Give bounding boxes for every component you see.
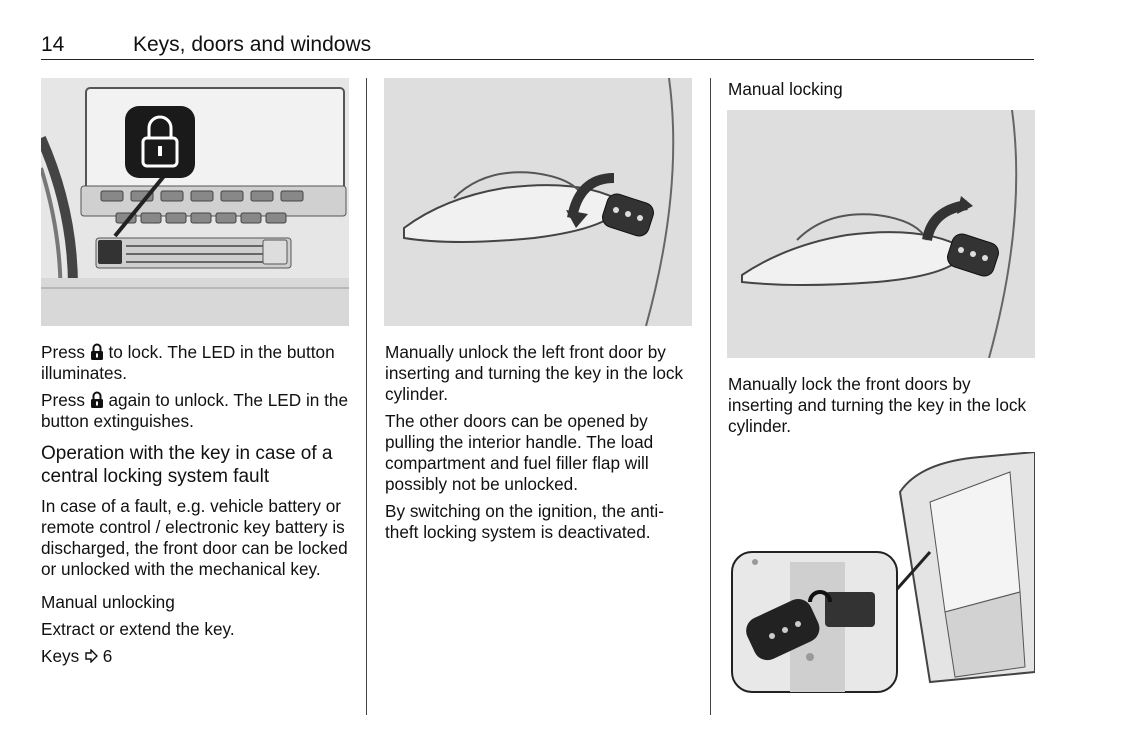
page-header — [41, 33, 1034, 60]
paragraph: The other doors can be opened by pulling the interior handle. The load compartment and fuel filler flap will possibly not be unlocked. — [385, 411, 654, 494]
door-lock-figure — [727, 110, 1035, 358]
column-divider — [366, 78, 367, 715]
paragraph: By switching on the ignition, the anti-theft locking system is deactivated. — [385, 501, 664, 542]
text: to lock. The LED in the button illuminates. — [41, 342, 335, 383]
padlock-icon — [90, 343, 104, 360]
paragraph: Manually lock the front doors by inserting and turning the key in the lock cylinder. — [728, 374, 1027, 436]
column-1 — [41, 342, 351, 673]
column-2 — [385, 342, 695, 549]
subheading: Manual unlocking — [41, 592, 175, 612]
paragraph: Manually unlock the left front door by inserting and turning the key in the lock cylinder. — [385, 342, 684, 404]
padlock-icon — [90, 391, 104, 408]
reference-arrow-icon — [84, 649, 98, 663]
cross-reference[interactable] — [41, 646, 351, 667]
subheading: Manual locking — [728, 79, 843, 99]
text: again to unlock. The LED in the button extinguishes. — [41, 390, 349, 431]
door-unlock-figure — [384, 78, 692, 326]
dashboard-lock-figure — [41, 78, 349, 326]
paragraph: Extract or extend the key. — [41, 619, 235, 639]
door-frame-key-figure — [730, 452, 1035, 693]
column-3-heading — [728, 79, 1038, 106]
paragraph — [41, 342, 351, 384]
chapter-title: Keys, doors and windows — [133, 33, 372, 56]
paragraph — [41, 390, 351, 432]
paragraph: In case of a fault, e.g. vehicle battery or remote control / electronic key battery is discharged, the front door can be locked or unlocked with the mechanical key. — [41, 496, 348, 579]
reference-page: 6 — [102, 646, 113, 666]
page-number: 14 — [41, 33, 65, 56]
column-divider — [710, 78, 711, 715]
column-3 — [728, 374, 1038, 443]
reference-label: Keys — [41, 646, 80, 666]
text: Press — [41, 390, 85, 410]
section-heading: Operation with the key in case of a central locking system fault — [41, 443, 333, 487]
text: Press — [41, 342, 85, 362]
